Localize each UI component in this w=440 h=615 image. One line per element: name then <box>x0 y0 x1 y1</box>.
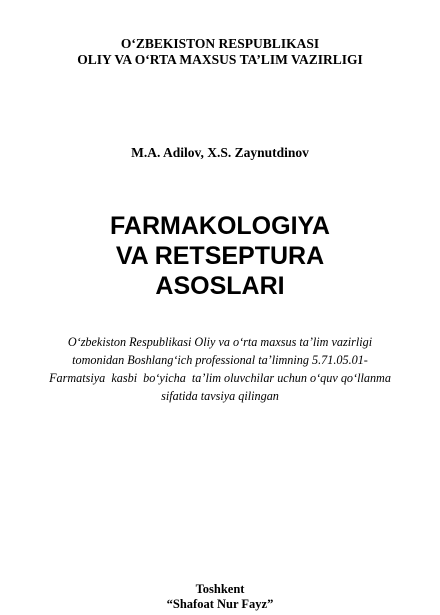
approval-line-1: O‘zbekiston Respublikasi Oliy va o‘rta maxsus ta’lim vazirligi <box>67 335 373 349</box>
city: Toshkent <box>195 582 245 596</box>
approval-line-2: tomonidan Boshlang‘ich professional ta’limning 5.71.05.01- <box>72 353 368 367</box>
title-line-1: FARMAKOLOGIYA <box>110 212 330 240</box>
title-line-3: ASOSLARI <box>155 272 285 300</box>
approval-statement <box>20 333 420 405</box>
book-title <box>0 211 440 301</box>
publisher: “Shafoat Nur Fayz” <box>166 597 274 611</box>
ministry-line-2: OLIY VA O‘RTA MAXSUS TA’LIM VAZIRLIGI <box>77 52 363 67</box>
ministry-line-1: O‘ZBEKISTON RESPUBLIKASI <box>120 36 320 51</box>
approval-line-4: sifatida tavsiya qilingan <box>161 389 279 403</box>
title-line-2: VA RETSEPTURA <box>115 242 325 270</box>
authors: M.A. Adilov, X.S. Zaynutdinov <box>131 145 309 160</box>
imprint <box>0 582 440 612</box>
approval-line-3: Farmatsiya kasbi bo‘yicha ta’lim oluvchilar uchun o‘quv qo‘llanma <box>49 371 391 385</box>
ministry-heading <box>0 36 440 68</box>
